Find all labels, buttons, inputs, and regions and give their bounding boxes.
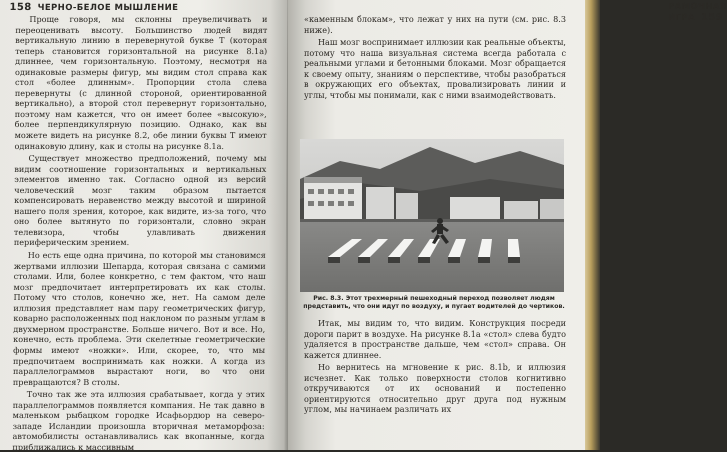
right-running-head [668, 2, 727, 23]
left-page-number: 158 [9, 2, 32, 13]
figure-8-3-caption [302, 295, 566, 311]
paragraph: Но есть еще одна причина, по которой мы становимся жертвами иллюзии Шепарда, которая связана с самими столами. Или, более конкретно, с тем фактом, что наш мозг предпочитает интерпретировать их как столы. Потому что столов, конечно же, нет. На самом деле иллюзия представляет нам пару геометрических фигур, коварно расположенных под наклоном по разным углам в двухмерном пространстве. Больше ничего. Вот и все. Но, конечно, есть проблема. Эти скелетные геометрические формы имеют «ножки». Или, скорее, то, что мы предпочитаем воспринимать как ножки. А когда из параллелограммов вырастают ноги, во что они превращаются? В столы. [12, 250, 266, 387]
page-edges [585, 0, 600, 450]
right-running-title: РАМОЧНАЯ ИГРА [668, 2, 727, 23]
left-running-head [9, 2, 178, 13]
left-page [0, 0, 288, 450]
paragraph: Проще говоря, мы склонны преувеличивать и переоценивать высоту. Большинство людей видят вертикальную линию в перевернутой букве Т (которая теперь становится горизонтальной на рисунке 8.1а) длиннее, чем горизонтальную. Поэтому, несмотря на одинаковые размеры фигур, мы видим стол справа как стол «более длинным». Пропорции стола слева перевернуты (с длинной стороной, ориентированной вертикально), а второй стол перевернут горизонтально, поэтому нам кажется, что он имеет более «высокую», более перпендикулярную позицию. Однако, как вы можете видеть на рисунке 8.2, обе линии буквы Т имеют одинаковую длину, как и столы на рисунке 8.1а. [14, 14, 268, 151]
right-page [288, 0, 727, 450]
paragraph: Точно так же эта иллюзия срабатывает, когда у этих параллелограммов появляется компания. Не так давно в маленьком рыбацком городке Исафьордюр на северо-западе Исландии произошла вторичная метаморфоза: автомобилисты останавливались как вкопанные, когда приближались к массивным [12, 389, 265, 452]
right-body-text-bottom [304, 318, 566, 415]
right-page-number: 159 [700, 12, 724, 23]
figure-caption-text: Этот трехмерный пешеходный переход позволяет людям представить, что они идут по воздуху, и пугает водителей до чертиков. [303, 295, 565, 311]
paragraph: Существует множество предположений, почему мы видим соотношение горизонтальных и вертикальных элементов именно так. Согласно одной из версий человеческий мозг таким образом пытается компенсировать неравенство между высотой и шириной нашего поля зрения, которое, как видите, из-за того, что оно более вытянуто по горизонтали, словно экран телевизора, чтобы улавливать движения периферическим зрением. [13, 153, 267, 248]
crosswalk-photo-illustration [300, 139, 564, 292]
figure-8-3-photo [300, 139, 564, 292]
figure-label: Рис. 8.3. [313, 295, 344, 302]
left-body-text [12, 14, 267, 452]
left-running-title: ЧЕРНО-БЕЛОЕ МЫШЛЕНИЕ [37, 3, 179, 13]
right-body-text-top [304, 14, 566, 100]
paragraph: Но вернитесь на мгновение к рис. 8.1b, и иллюзия исчезнет. Как только поверхности столов когнитивно откручиваются от их оснований и постепенно ориентируются относительно друг друга под нужным углом, мы начинаем различать их [304, 362, 566, 415]
paragraph: Итак, мы видим то, что видим. Конструкция посреди дороги парит в воздухе. На рисунке 8.1а «стол» слева будто удаляется в пространстве дальше, чем «стол» справа. Он кажется длиннее. [304, 318, 566, 360]
paragraph: Наш мозг воспринимает иллюзии как реальные объекты, потому что наша визуальная система всегда работала с реальными углами и бетонными блоками. Мозг обращается к своему опыту, знаниям о перспективе, чтобы разобраться в окружающих его объектах, провализировать линии и углы, чтобы мы понимали, как с ними взаимодействовать. [304, 37, 566, 100]
paragraph: «каменным блокам», что лежат у них на пути (см. рис. 8.3 ниже). [304, 14, 566, 35]
